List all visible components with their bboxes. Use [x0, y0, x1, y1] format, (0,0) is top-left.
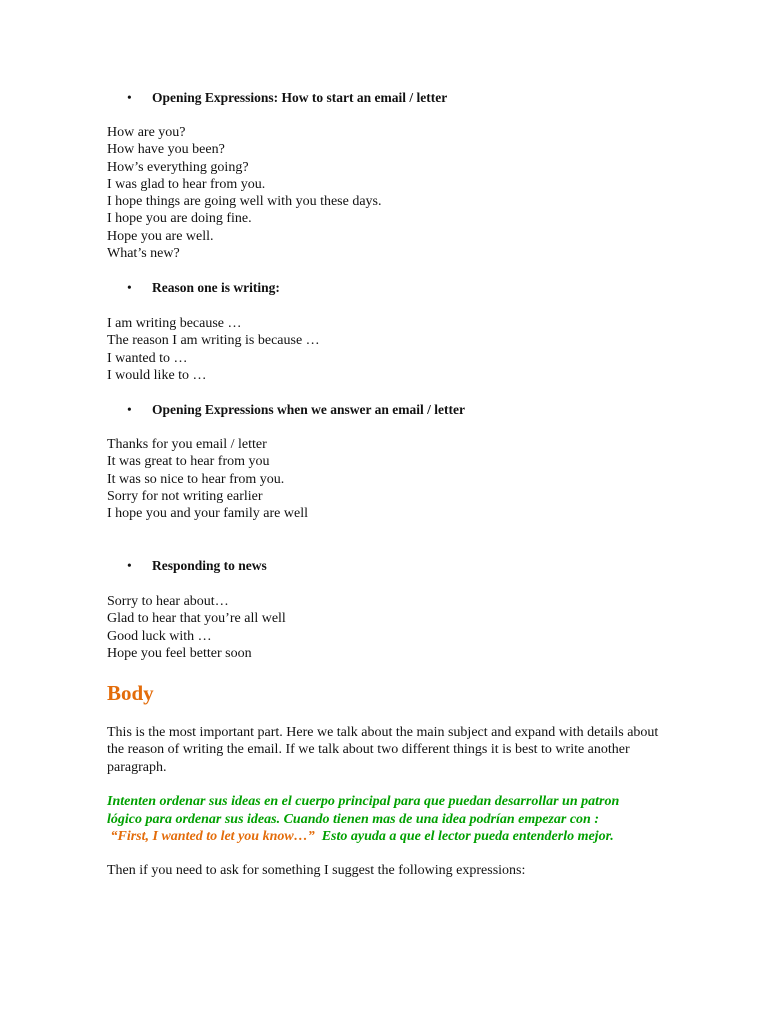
- spanish-note-line: Intenten ordenar sus ideas en el cuerpo principal para que puedan desarrollar un patron: [107, 794, 620, 809]
- section-heading-reason-writing: [127, 280, 280, 296]
- spanish-note: [107, 793, 687, 846]
- phrase-line: How’s everything going?: [107, 159, 249, 175]
- section-heading-answer-email: [127, 402, 465, 418]
- section-lines-answer-email: [107, 436, 667, 522]
- phrase-line: Thanks for you email / letter: [107, 437, 267, 452]
- closing-line: Then if you need to ask for something I suggest the following expressions:: [107, 863, 526, 878]
- section-heading-text: Opening Expressions when we answer an email / letter: [152, 402, 466, 417]
- section-heading-responding-news: [127, 558, 267, 574]
- phrase-line: It was so nice to hear from you.: [107, 471, 285, 487]
- phrase-line: Good luck with …: [107, 628, 212, 644]
- phrase-line: Sorry to hear about…: [107, 594, 229, 609]
- body-paragraph: This is the most important part. Here we talk about the main subject and expand with details about the reason of writing the email. If we talk about two different things it is best to write another paragraph.: [107, 725, 659, 775]
- body-heading: Body: [107, 681, 154, 705]
- phrase-line: Hope you feel better soon: [107, 645, 252, 661]
- bullet-icon: •: [127, 280, 132, 295]
- phrase-line: The reason I am writing is because …: [107, 333, 320, 349]
- phrase-line: What’s new?: [107, 246, 180, 262]
- phrase-line: How have you been?: [107, 142, 225, 158]
- phrase-line: Glad to hear that you’re all well: [107, 611, 286, 627]
- phrase-line: It was great to hear from you: [107, 454, 270, 470]
- section-lines-reason-writing: [107, 315, 667, 384]
- spanish-note-line: [107, 828, 687, 846]
- section-heading-text: Reason one is writing:: [152, 280, 280, 295]
- phrase-line: Sorry for not writing earlier: [107, 488, 263, 504]
- phrase-line: I hope you are doing fine.: [107, 211, 252, 227]
- phrase-line: I was glad to hear from you.: [107, 176, 266, 192]
- phrase-line: Hope you are well.: [107, 228, 214, 244]
- section-lines-opening-expressions: [107, 124, 667, 262]
- phrase-line: How are you?: [107, 125, 186, 140]
- phrase-line: I wanted to …: [107, 350, 188, 366]
- bullet-icon: •: [127, 90, 132, 105]
- bullet-icon: •: [127, 402, 132, 417]
- phrase-line: I hope you and your family are well: [107, 506, 308, 522]
- section-heading-text: Responding to news: [152, 558, 267, 573]
- spanish-note-line: lógico para ordenar sus ideas. Cuando tienen mas de una idea podrían empezar con :: [107, 811, 599, 827]
- bullet-icon: •: [127, 558, 132, 573]
- phrase-line: I am writing because …: [107, 316, 242, 331]
- phrase-line: I hope things are going well with you these days.: [107, 194, 382, 210]
- phrase-line: I would like to …: [107, 367, 207, 383]
- spanish-note-rest: Esto ayuda a que el lector pueda entenderlo mejor.: [314, 829, 614, 845]
- section-heading-text: Opening Expressions: How to start an email / letter: [152, 90, 448, 105]
- example-quote: “First, I wanted to let you know…”: [107, 829, 315, 845]
- section-lines-responding-news: [107, 593, 667, 662]
- section-heading-opening-expressions: [127, 90, 447, 106]
